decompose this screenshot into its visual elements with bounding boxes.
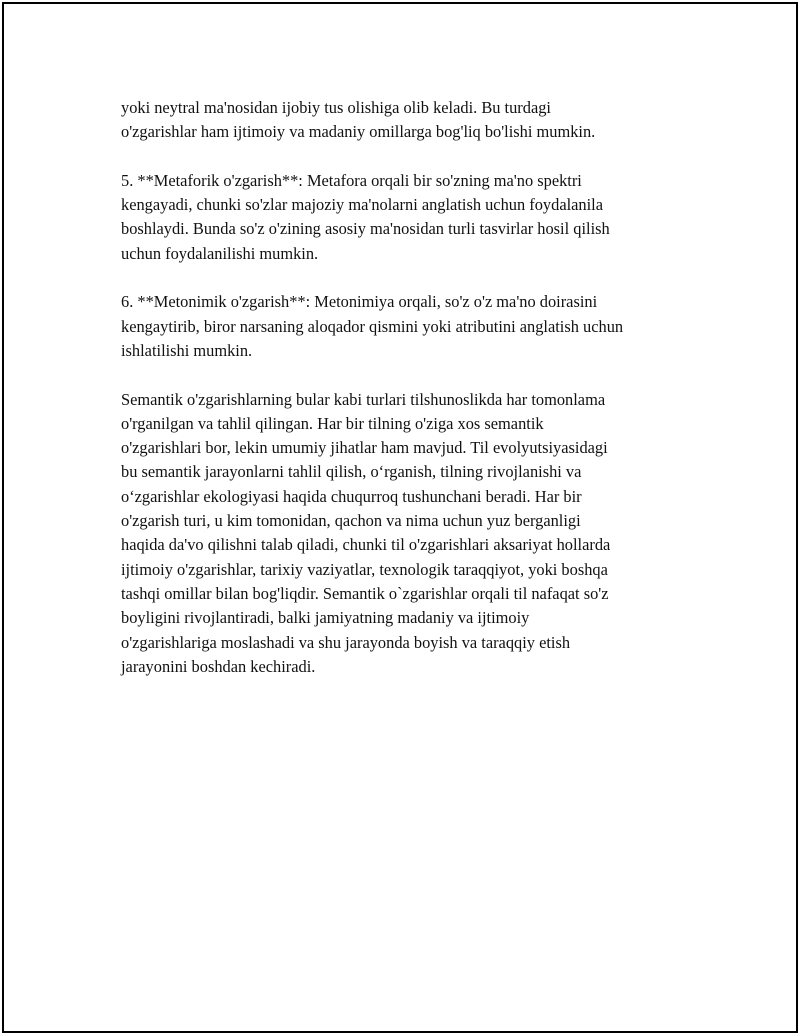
text-line: o'zgarishlariga moslashadi va shu jarayonda boyish va taraqqiy etish xyxy=(121,632,571,652)
text-line: o'zgarishlari bor, lekin umumiy jihatlar ham mavjud. Til evolyutsiyasidagi xyxy=(121,438,608,458)
text-line: kengaytirib, biror narsaning aloqador qismini yoki atributini anglatish uchun xyxy=(121,316,624,336)
text-line: haqida da'vo qilishni talab qiladi, chunki til o'zgarishlari aksariyat hollarda xyxy=(121,535,611,555)
text-line: kengayadi, chunki so'zlar majoziy ma'nolarni anglatish uchun foydalanila xyxy=(121,195,603,215)
text-line: o‘zgarishlar ekologiyasi haqida chuqurroq tushunchani beradi. Har bir xyxy=(121,486,582,506)
text-line: bu semantik jarayonlarni tahlil qilish, o‘rganish, tilning rivojlanishi va xyxy=(121,462,582,482)
text-line: jarayonini boshdan kechiradi. xyxy=(121,656,316,676)
document-body xyxy=(121,96,701,703)
text-line: o'zgarish turi, u kim tomonidan, qachon va nima uchun yuz berganligi xyxy=(121,511,581,531)
text-line: tashqi omillar bilan bog'liqdir. Semantik o`zgarishlar orqali til nafaqat so'z xyxy=(121,583,609,603)
text-line: uchun foydalanilishi mumkin. xyxy=(121,243,319,263)
paragraph-positive-shift-continuation xyxy=(121,96,701,145)
text-line: 5. **Metaforik o'zgarish**: Metafora orqali bir so'zning ma'no spektri xyxy=(121,170,582,190)
text-line: yoki neytral ma'nosidan ijobiy tus olishiga olib keladi. Bu turdagi xyxy=(121,98,551,117)
text-line: Semantik o'zgarishlarning bular kabi turlari tilshunoslikda har tomonlama xyxy=(121,389,606,409)
paragraph-conclusion xyxy=(121,388,701,680)
text-line: ijtimoiy o'zgarishlar, tarixiy vaziyatlar, texnologik taraqqiyot, yoki boshqa xyxy=(121,559,608,579)
text-line: boyligini rivojlantiradi, balki jamiyatning madaniy va ijtimoiy xyxy=(121,608,530,628)
paragraph-metaphoric-change xyxy=(121,169,701,266)
paragraph-metonymic-change xyxy=(121,290,701,363)
text-line: boshlaydi. Bunda so'z o'zining asosiy ma'nosidan turli tasvirlar hosil qilish xyxy=(121,219,610,239)
text-line: ishlatilishi mumkin. xyxy=(121,340,253,360)
text-line: o'rganilgan va tahlil qilingan. Har bir tilning o'ziga xos semantik xyxy=(121,413,544,433)
text-line: 6. **Metonimik o'zgarish**: Metonimiya orqali, so'z o'z ma'no doirasini xyxy=(121,292,598,312)
page-frame xyxy=(2,2,798,1033)
text-line: o'zgarishlar ham ijtimoiy va madaniy omillarga bog'liq bo'lishi mumkin. xyxy=(121,122,596,142)
